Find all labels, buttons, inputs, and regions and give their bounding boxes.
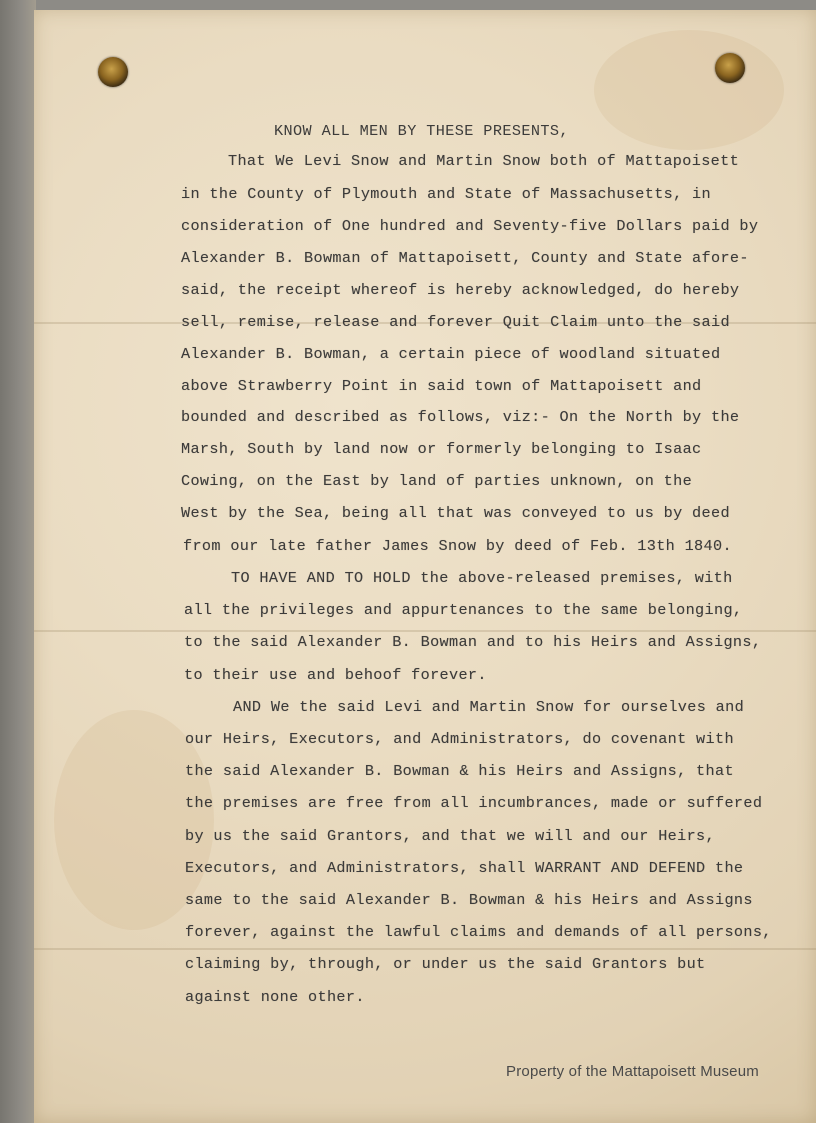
deed-line-4: Alexander B. Bowman of Mattapoisett, County and State afore- bbox=[181, 249, 749, 267]
deed-line-21: the premises are free from all incumbrances, made or suffered bbox=[185, 794, 763, 812]
deed-line-14: TO HAVE AND TO HOLD the above-released premises, with bbox=[231, 569, 733, 587]
deed-line-23: Executors, and Administrators, shall WARRANT AND DEFEND the bbox=[185, 859, 744, 877]
deed-line-18: AND We the said Levi and Martin Snow for ourselves and bbox=[233, 698, 745, 716]
deed-heading: KNOW ALL MEN BY THESE PRESENTS, bbox=[274, 122, 569, 140]
deed-line-16: to the said Alexander B. Bowman and to his Heirs and Assigns, bbox=[184, 633, 762, 651]
deed-line-11: Cowing, on the East by land of parties unknown, on the bbox=[181, 472, 693, 490]
deed-line-3: consideration of One hundred and Seventy-five Dollars paid by bbox=[181, 217, 759, 235]
deed-line-24: same to the said Alexander B. Bowman & his Heirs and Assigns bbox=[185, 891, 753, 909]
brass-fastener-right bbox=[715, 53, 745, 83]
deed-line-20: the said Alexander B. Bowman & his Heirs and Assigns, that bbox=[185, 762, 734, 780]
deed-line-6: sell, remise, release and forever Quit Claim unto the said bbox=[181, 313, 730, 331]
deed-line-1: That We Levi Snow and Martin Snow both of Mattapoisett bbox=[228, 152, 740, 170]
deed-line-26: claiming by, through, or under us the said Grantors but bbox=[185, 955, 706, 973]
deed-line-13: from our late father James Snow by deed of Feb. 13th 1840. bbox=[183, 537, 732, 555]
deed-line-27: against none other. bbox=[185, 988, 365, 1006]
deed-line-12: West by the Sea, being all that was conveyed to us by deed bbox=[181, 504, 730, 522]
deed-line-22: by us the said Grantors, and that we will and our Heirs, bbox=[185, 827, 715, 845]
deed-line-19: our Heirs, Executors, and Administrators, do covenant with bbox=[185, 730, 734, 748]
paper-stain bbox=[594, 30, 784, 150]
deed-line-10: Marsh, South by land now or formerly belonging to Isaac bbox=[181, 440, 702, 458]
museum-watermark: Property of the Mattapoisett Museum bbox=[506, 1063, 759, 1080]
deed-line-25: forever, against the lawful claims and demands of all persons, bbox=[185, 923, 772, 941]
deed-line-9: bounded and described as follows, viz:- On the North by the bbox=[181, 408, 740, 426]
deed-line-15: all the privileges and appurtenances to the same belonging, bbox=[184, 601, 743, 619]
deed-line-17: to their use and behoof forever. bbox=[184, 666, 487, 684]
deed-line-5: said, the receipt whereof is hereby acknowledged, do hereby bbox=[181, 281, 740, 299]
brass-fastener-left bbox=[98, 57, 128, 87]
deed-page bbox=[34, 10, 816, 1123]
paper-fold-line bbox=[34, 948, 816, 950]
deed-line-8: above Strawberry Point in said town of Mattapoisett and bbox=[181, 377, 702, 395]
scan-background-edge bbox=[0, 0, 36, 1123]
deed-line-7: Alexander B. Bowman, a certain piece of woodland situated bbox=[181, 345, 721, 363]
deed-line-2: in the County of Plymouth and State of Massachusetts, in bbox=[181, 185, 711, 203]
